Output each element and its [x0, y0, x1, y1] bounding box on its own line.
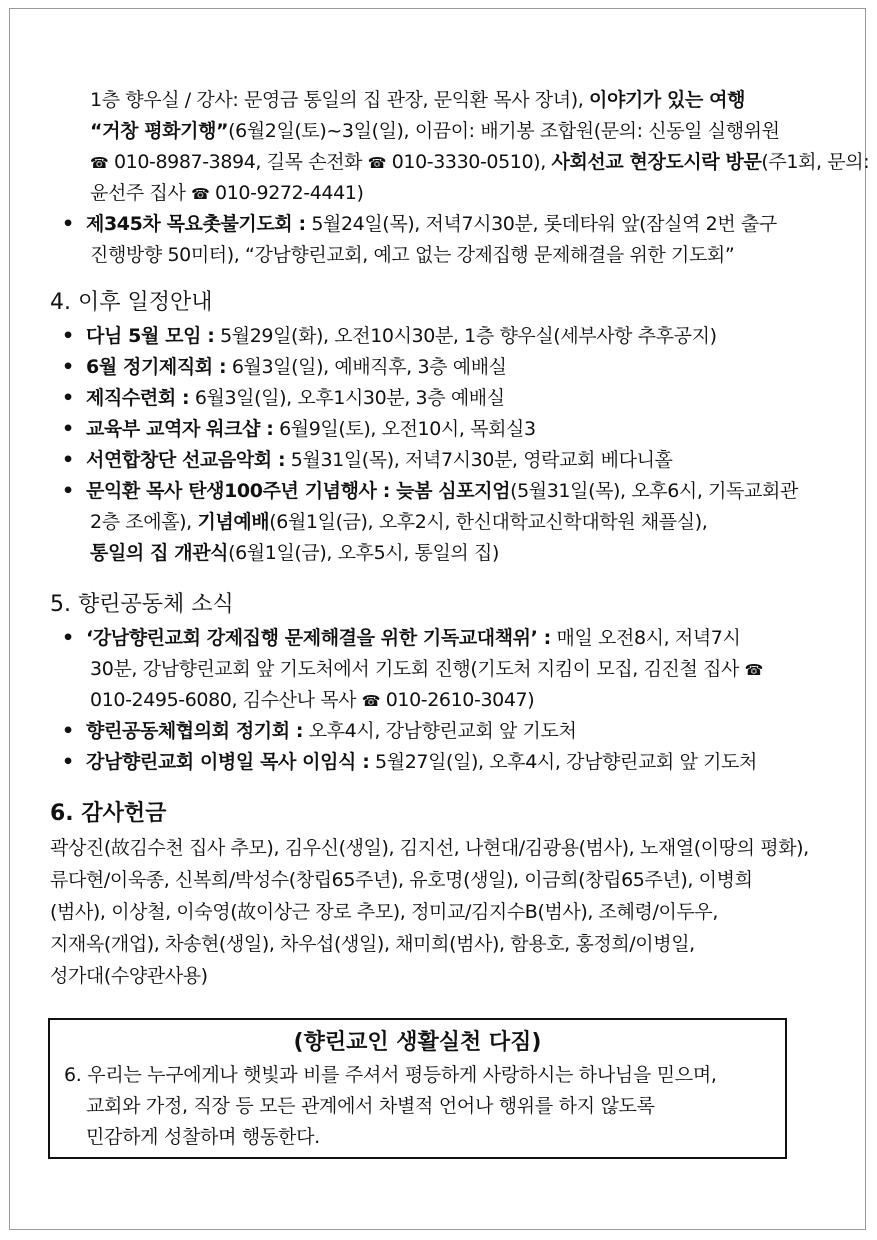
thanks-list [50, 832, 809, 992]
text-line [50, 538, 792, 569]
bullet-icon: • [62, 387, 74, 409]
phone-icon: ☎ [191, 185, 210, 203]
item-text: 오후4시, 강남향린교회 앞 기도처 [303, 720, 577, 742]
list-item [50, 383, 792, 414]
item-text: (5월31일(목), 오후6시, 기독교회관 [510, 480, 798, 502]
phone-icon: ☎ [744, 661, 763, 679]
text-span: 010-8987-3894, 길목 손전화 [113, 151, 363, 173]
item-text: 5월31일(목), 저녁7시30분, 영락교회 베다니홀 [285, 449, 673, 471]
list-item [50, 445, 792, 476]
list-item [50, 747, 792, 778]
text-line: (범사), 이상철, 이숙영(故이상근 장로 추모), 정미교/김지수B(범사), 조혜령/이두우, [50, 901, 719, 923]
event-title: 사회선교 현장도시락 방문 [551, 151, 762, 173]
text-line [50, 178, 792, 209]
item-text: 6월3일(일), 예배직후, 3층 예배실 [226, 356, 507, 378]
list-item [50, 321, 792, 352]
text-span: (주1회, 문의: [761, 151, 870, 173]
text-span: 010-3330-0510), [391, 151, 546, 173]
pledge-line: 교회와 가정, 직장 등 모든 관계에서 차별적 언어나 행위를 하지 않도록 [86, 1095, 655, 1117]
phone-icon: ☎ [361, 692, 381, 710]
text-line [50, 654, 792, 685]
item-text: 5월29일(화), 오전10시30분, 1층 향우실(세부사항 추후공지) [214, 325, 717, 347]
text-span: 윤선주 집사 [90, 182, 186, 204]
phone-icon: ☎ [90, 154, 109, 172]
item-text: 30분, 강남향린교회 앞 기도처에서 기도회 진행(기도처 지킴이 모집, 김진철 집사 [90, 658, 740, 680]
item-title: 교육부 교역자 워크샵 : [86, 418, 274, 440]
section-heading: 6. 감사헌금 [50, 801, 167, 826]
list-item [50, 352, 792, 383]
bullet-icon: • [62, 449, 74, 471]
bullet-icon: • [62, 627, 74, 649]
event-title: “거창 평화기행” [90, 120, 229, 142]
pledge-line: 민감하게 성찰하며 행동한다. [86, 1126, 320, 1148]
bullet-icon: • [62, 720, 74, 742]
item-title: 문익환 목사 탄생100주년 기념행사 : 늦봄 심포지엄 [86, 480, 511, 502]
phone-icon: ☎ [367, 154, 387, 172]
item-title: 다님 5월 모임 : [86, 325, 215, 347]
item-text: 5월24일(목), 저녁7시30분, 롯데타워 앞(잠실역 2번 출구 [305, 213, 777, 235]
text-line [50, 507, 792, 538]
text-line: 곽상진(故김수천 집사 추모), 김우신(생일), 김지선, 나현대/김광용(범사), 노재열(이땅의 평화), [50, 837, 809, 859]
item-title: ‘강남향린교회 강제집행 문제해결을 위한 기독교대책위’ : [86, 627, 551, 649]
section-heading: 5. 향린공동체 소식 [50, 592, 234, 617]
item-text: 6월9일(토), 오전10시, 목회실3 [273, 418, 536, 440]
item-title: 향린공동체협의회 정기회 : [86, 720, 304, 742]
item-title: 기념예배 [197, 511, 270, 533]
bullet-icon: • [62, 480, 74, 502]
item-text: 5월27일(일), 오후4시, 강남향린교회 앞 기도처 [369, 751, 757, 773]
item-text: (6월1일(금), 오후2시, 한신대학교신학대학원 채플실), [269, 511, 708, 533]
text-line [50, 116, 792, 147]
document-body [50, 85, 870, 992]
list-item [50, 716, 792, 747]
list-item [50, 476, 798, 507]
item-title: 서연합창단 선교음악회 : [86, 449, 286, 471]
pledge-title: (향린교인 생활실천 다짐) [293, 1030, 542, 1055]
bullet-icon: • [62, 356, 74, 378]
text-span: 010-9272-4441) [215, 182, 364, 204]
text-line [50, 685, 792, 716]
bullet-icon: • [62, 213, 74, 235]
text-span: (6월2일(토)~3일(일), 이끔이: 배기봉 조합원(문의: 신동일 실행위원 [228, 120, 780, 142]
pledge-line: 6. 우리는 누구에게나 햇빛과 비를 주셔서 평등하게 사랑하시는 하나님을 믿으며, [64, 1064, 717, 1086]
item-text: 2층 조에홀), [90, 511, 198, 533]
list-item [50, 209, 792, 240]
section-heading: 4. 이후 일정안내 [50, 290, 213, 315]
item-title: 강남향린교회 이병일 목사 이임식 : [86, 751, 370, 773]
event-title: 이야기가 있는 여행 [589, 89, 746, 111]
item-text: 010-2610-3047) [385, 689, 535, 711]
list-item [50, 414, 792, 445]
item-text: 진행방향 50미터), “강남향린교회, 예고 없는 강제집행 문제해결을 위한 기도회” [90, 244, 735, 266]
pledge-box [48, 1018, 787, 1159]
item-title: 제직수련회 : [86, 387, 190, 409]
text-line [50, 147, 870, 178]
bullet-icon: • [62, 325, 74, 347]
text-line [50, 240, 792, 271]
item-title: 통일의 집 개관식 [90, 542, 229, 564]
item-title: 제345차 목요촛불기도회 : [86, 213, 306, 235]
item-text: 매일 오전8시, 저녁7시 [550, 627, 741, 649]
text-span: 1층 향우실 / 강사: 문영금 통일의 집 관장, 문익환 목사 장녀), [90, 89, 584, 111]
item-text: (6월1일(금), 오후5시, 통일의 집) [228, 542, 499, 564]
bullet-icon: • [62, 418, 74, 440]
text-line: 류다현/이욱종, 신복희/박성수(창립65주년), 유호명(생일), 이금희(창립65주년), 이병희 [50, 869, 753, 891]
list-item [50, 623, 792, 654]
bullet-icon: • [62, 751, 74, 773]
item-text: 6월3일(일), 오후1시30분, 3층 예배실 [189, 387, 505, 409]
text-line: 성가대(수양관사용) [50, 965, 208, 987]
text-line [50, 85, 792, 116]
text-line: 지재옥(개업), 차송현(생일), 차우섭(생일), 채미희(범사), 함용호, 홍정희/이병일, [50, 933, 695, 955]
item-text: 010-2495-6080, 김수산나 목사 [90, 689, 357, 711]
item-title: 6월 정기제직회 : [86, 356, 227, 378]
